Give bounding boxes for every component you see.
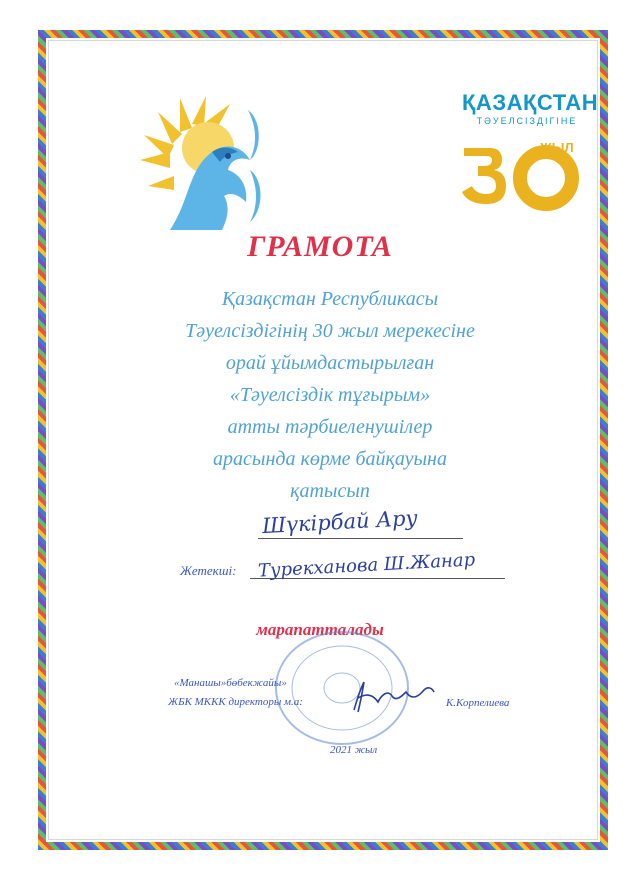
- body-line: атты тәрбиеленушілер: [227, 416, 433, 438]
- eagle-sun-emblem-icon: [130, 90, 270, 230]
- director-title: ЖБК МККК директоры м.а:: [168, 696, 303, 708]
- recipient-line: [258, 538, 463, 539]
- thirty-years-logo-icon: [450, 88, 599, 228]
- award-text: марапатталады: [256, 620, 384, 639]
- body-line: қатысып: [290, 480, 370, 502]
- certificate-body: [120, 283, 540, 507]
- body-line: орай ұйымдастырылған: [225, 352, 435, 374]
- body-line: «Тәуелсіздік тұғырым»: [229, 384, 431, 406]
- recipient-name: Шүкірбай Ару: [261, 505, 419, 539]
- body-line: Тәуелсіздігінің 30 жыл мерекесіне: [185, 320, 475, 342]
- teacher-label: Жетекші:: [180, 563, 237, 578]
- teacher-name: Турекханова Ш.Жанар: [257, 549, 476, 582]
- director-name: К.Корпелиева: [446, 697, 510, 709]
- logo-wordmark: ҚАЗАҚСТАН: [462, 90, 599, 115]
- body-line: арасында көрме байқауына: [213, 448, 447, 470]
- logo-zhyl-label: ЖЫЛ: [540, 140, 574, 155]
- certificate-title: ГРАМОТА: [247, 230, 393, 263]
- issue-year: 2021 жыл: [330, 744, 378, 756]
- organization-name: «Манашы»бөбекжайы»: [174, 677, 287, 689]
- director-signature-icon: [348, 676, 438, 716]
- logo-subtitle: ТӘУЕЛСІЗДІГІНЕ: [476, 116, 578, 126]
- body-line: Қазақстан Республикасы: [221, 288, 439, 310]
